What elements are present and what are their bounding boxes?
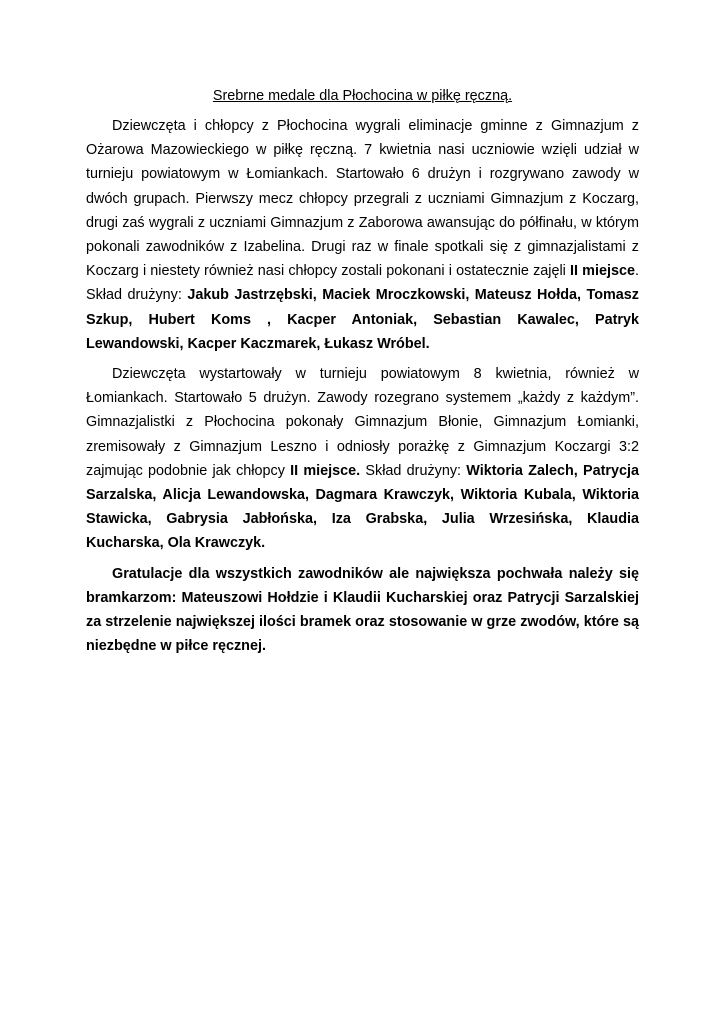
girls-team-list: Wiktoria Zalech, Patrycja Sarzalska, Alicja Lewandowska, Dagmara Krawczyk, Wiktoria Kubala, Wiktoria Stawicka, Gabrysia Jabłońska, Iza Grabska, Julia Wrzesińska, Klaudia Kucharska, Ola Krawczyk. <box>86 462 639 552</box>
girls-place: II miejsce. <box>290 462 361 479</box>
paragraph-girls-text: Dziewczęta wystartowały w turnieju powiatowym 8 kwietnia, również w Łomiankach. Startowało 5 drużyn. Zawody rozegrano systemem „każdy z każdym”. Gimnazjalistki z Płochocina pokonały Gimnazjum Błonie, Gimnazjum Łomianki, zremisowały z Gimnazjum Leszno i odniosły porażkę z Gimnazjum Koczargi 3:2 zajmując podobnie jak chłopcy <box>86 366 639 479</box>
paragraph-boys <box>86 114 639 356</box>
paragraph-girls <box>86 362 639 556</box>
boys-team-list: Jakub Jastrzębski, Maciek Mroczkowski, Mateusz Hołda, Tomasz Szkup, Hubert Koms , Kacper Antoniak, Sebastian Kawalec, Patryk Lewandowski, Kacper Kaczmarek, Łukasz Wróbel. <box>86 287 639 352</box>
document-title: Srebrne medale dla Płochocina w piłkę ręczną. <box>212 88 513 104</box>
document-page <box>86 86 639 664</box>
paragraph-congratulations: Gratulacje dla wszystkich zawodników ale największa pochwała należy się bramkarzom: Mateuszowi Hołdzie i Klaudii Kucharskiej oraz Patrycji Sarzalskiej za strzelenie największej ilości bramek oraz stosowanie w grze zwodów, które są niezbędne w piłce ręcznej. <box>86 565 639 655</box>
paragraph-boys-text: Dziewczęta i chłopcy z Płochocina wygrali eliminacje gminne z Gimnazjum z Ożarowa Mazowieckiego w piłkę ręczną. 7 kwietnia nasi uczniowie wzięli udział w turnieju powiatowym w Łomiankach. Startowało 6 drużyn i rozgrywano zawody w dwóch grupach. Pierwszy mecz chłopcy przegrali z uczniami Gimnazjum z Koczarg, drugi zaś wygrali z uczniami Gimnazjum z Zaborowa awansując do półfinału, w którym pokonali zawodników z Izabelina. Drugi raz w finale spotkali się z gimnazjalistami z Koczarg i niestety również nasi chłopcy zostali pokonani i ostatecznie zajęli <box>86 118 639 280</box>
paragraph-boys-squad-intro: . Skład drużyny: <box>86 263 639 304</box>
paragraph-girls-squad-intro: Skład drużyny: <box>360 462 467 479</box>
boys-place: II miejsce <box>570 263 635 280</box>
